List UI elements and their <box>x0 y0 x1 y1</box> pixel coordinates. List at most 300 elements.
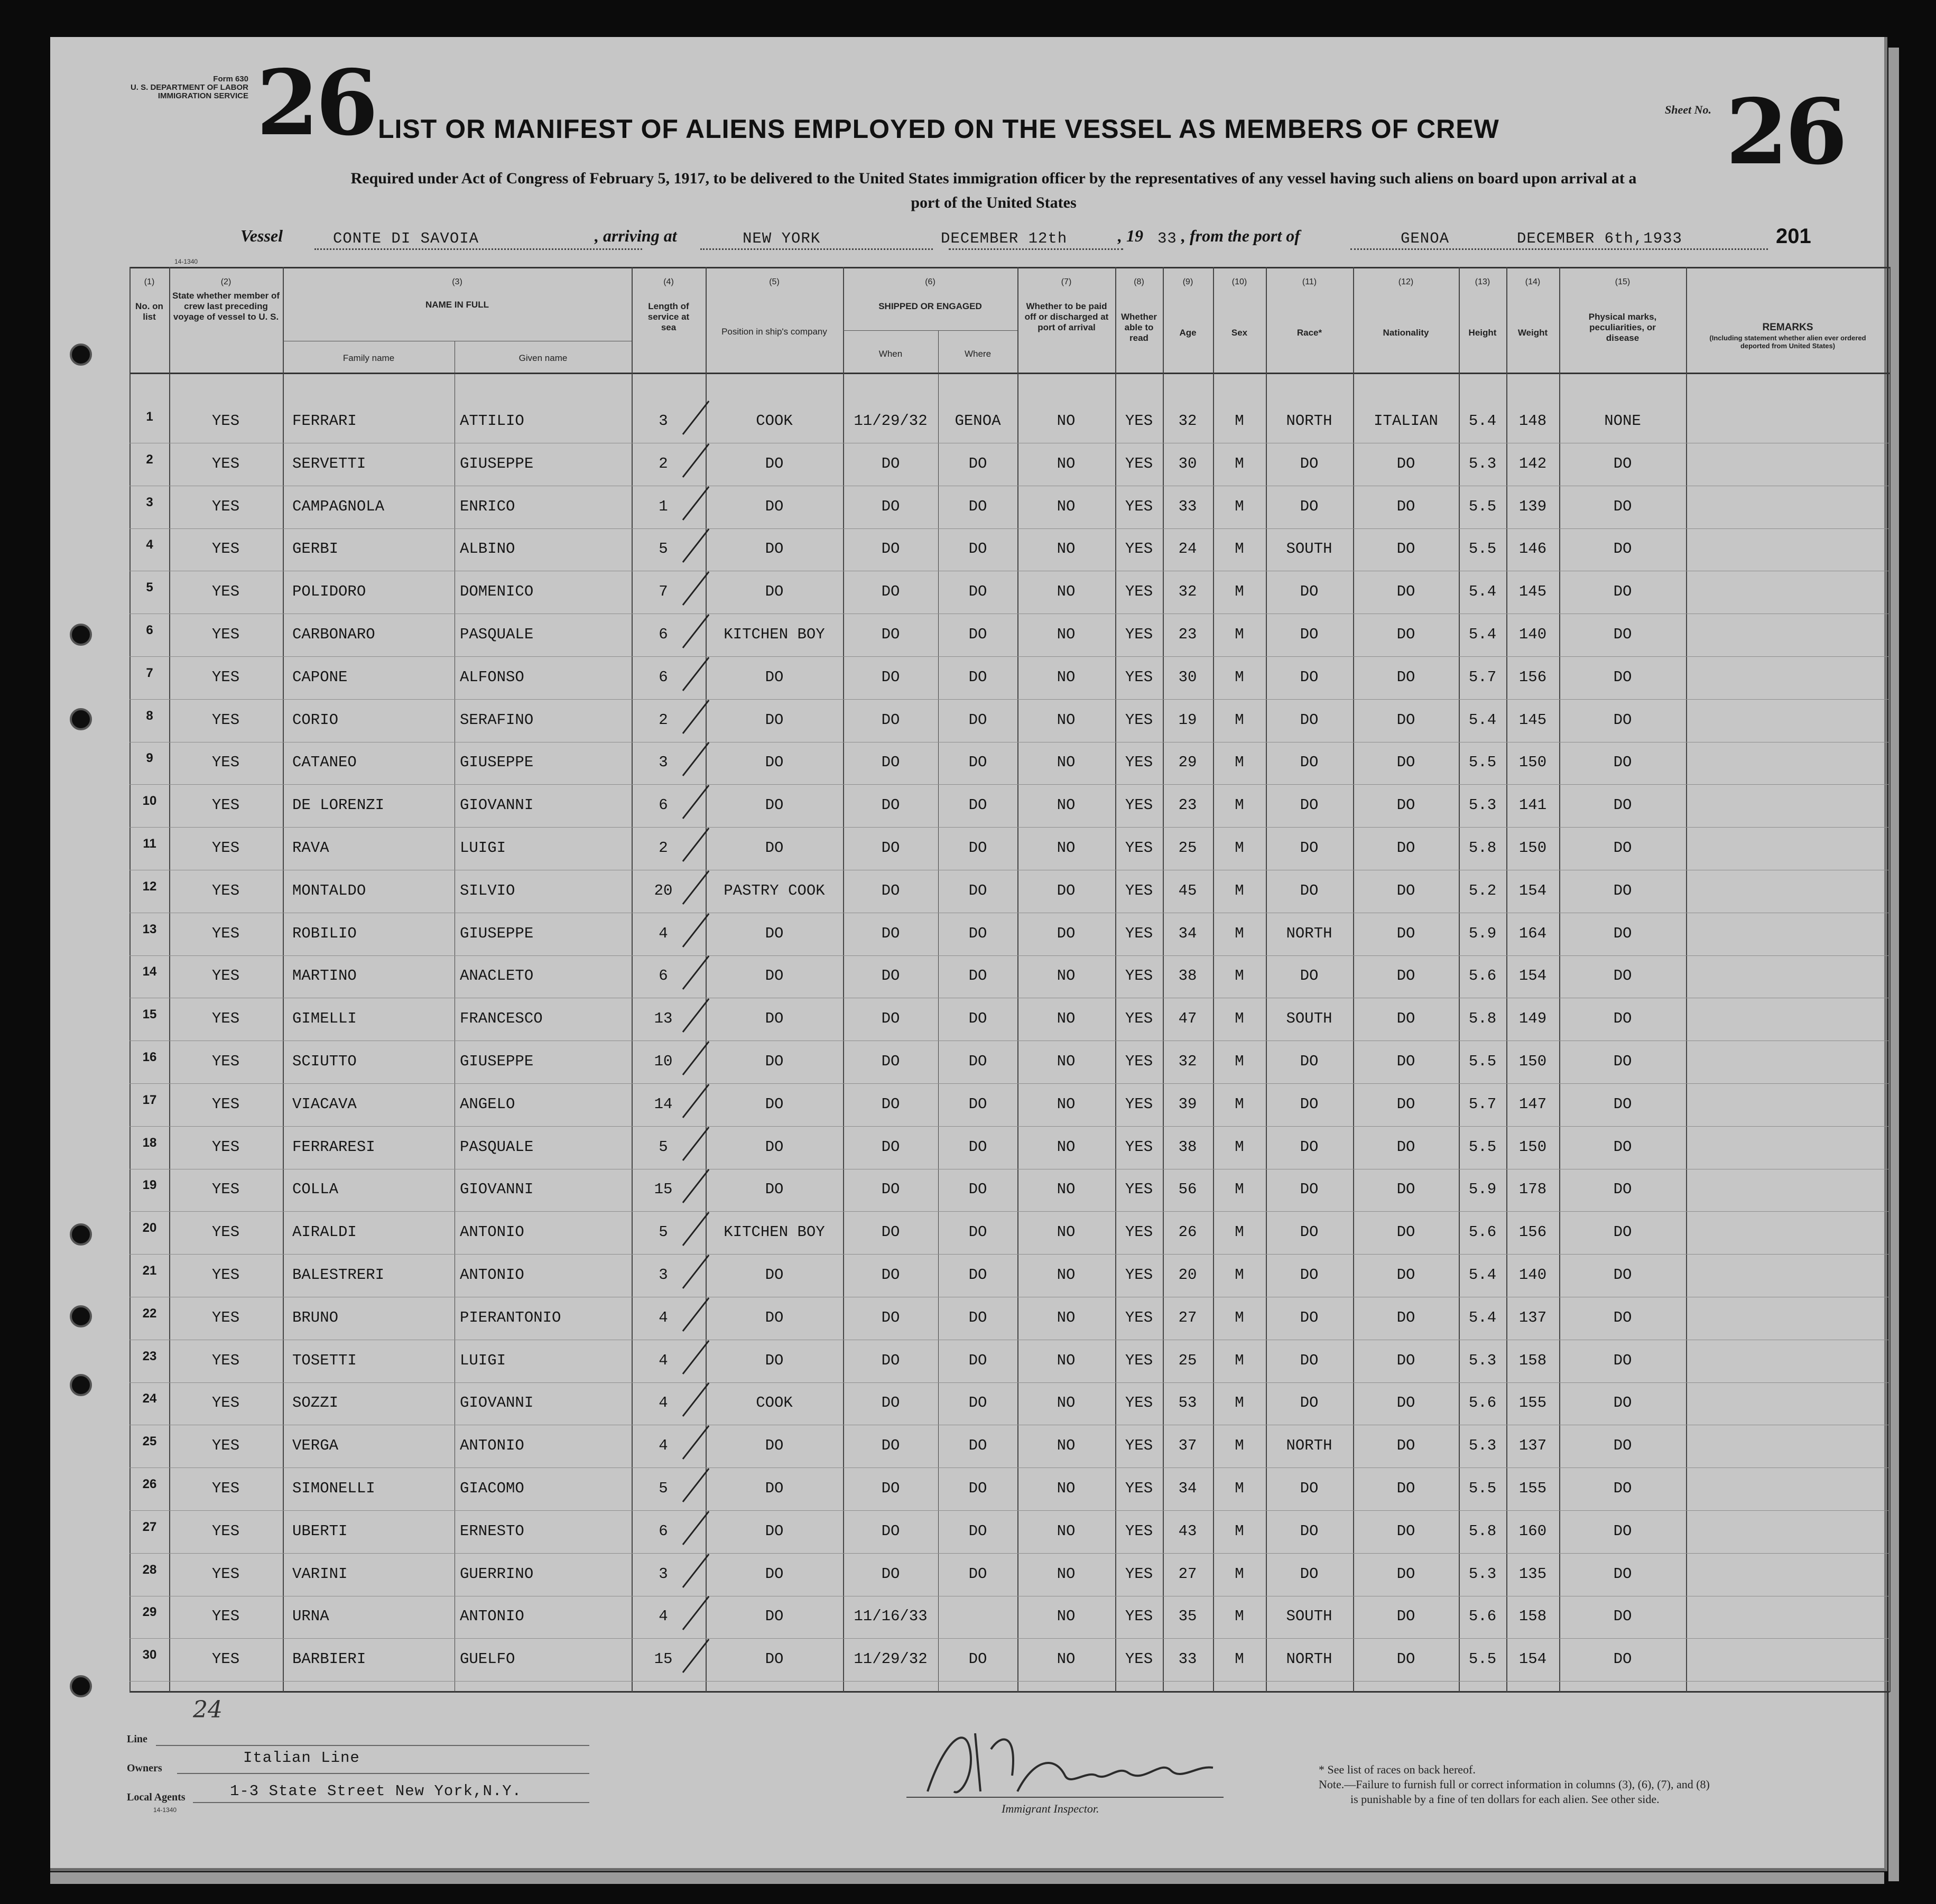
cell-given: SERAFINO <box>460 711 534 729</box>
vessel-underline <box>314 248 642 250</box>
cell-family: ROBILIO <box>292 924 357 942</box>
cell-race: DO <box>1300 839 1319 857</box>
cell-race: SOUTH <box>1286 540 1332 558</box>
form-code: 14-1340 <box>174 258 198 265</box>
cell-read: YES <box>1125 583 1153 601</box>
cell-when: DO <box>881 583 900 601</box>
cell-sex: M <box>1235 711 1244 729</box>
cell-where: DO <box>968 839 987 857</box>
cell-paid: NO <box>1057 626 1076 643</box>
cell-read: YES <box>1125 1522 1153 1540</box>
cell-weight: 155 <box>1518 1394 1547 1412</box>
cell-position: KITCHEN BOY <box>724 626 825 643</box>
cell-service: 6 <box>659 1522 668 1540</box>
cell-marks: DO <box>1613 1138 1632 1156</box>
cell-prev: YES <box>211 412 240 430</box>
cell-nationality: DO <box>1396 668 1415 686</box>
cell-given: ANTONIO <box>460 1266 524 1284</box>
cell-prev: YES <box>211 711 240 729</box>
cell-no: 10 <box>142 794 157 809</box>
cell-read: YES <box>1125 1266 1153 1284</box>
cell-no: 26 <box>142 1477 157 1491</box>
cell-race: DO <box>1300 668 1319 686</box>
cell-paid: NO <box>1057 1308 1076 1326</box>
cell-given: ANACLETO <box>460 967 534 985</box>
cell-read: YES <box>1125 1650 1153 1668</box>
cell-no: 18 <box>142 1135 157 1150</box>
cell-position: DO <box>765 839 784 857</box>
binder-hole <box>70 708 92 730</box>
row-divider <box>129 1083 1889 1084</box>
cell-given: FRANCESCO <box>460 1010 543 1028</box>
cell-weight: 142 <box>1518 454 1547 472</box>
cell-position: DO <box>765 1266 784 1284</box>
cell-paid: DO <box>1057 881 1076 899</box>
cell-where: DO <box>968 1010 987 1028</box>
cell-where: DO <box>968 967 987 985</box>
cell-where: DO <box>968 1181 987 1199</box>
col9-header: Age <box>1179 328 1197 338</box>
cell-given: GIOVANNI <box>460 1394 534 1412</box>
remarks-header: REMARKS <box>1762 322 1813 333</box>
cell-where: DO <box>968 1095 987 1113</box>
cell-family: COLLA <box>292 1181 339 1199</box>
cell-nationality: ITALIAN <box>1374 412 1438 430</box>
cell-when: DO <box>881 1266 900 1284</box>
cell-prev: YES <box>211 1223 240 1241</box>
cell-weight: 156 <box>1518 1223 1547 1241</box>
cell-prev: YES <box>211 1010 240 1028</box>
cell-sex: M <box>1235 1138 1244 1156</box>
row-divider <box>129 1211 1889 1212</box>
cell-where: DO <box>968 668 987 686</box>
col1-header: No. on list <box>135 301 163 322</box>
cell-age: 32 <box>1178 412 1197 430</box>
cell-race: DO <box>1300 1394 1319 1412</box>
cell-position: DO <box>765 1010 784 1028</box>
cell-service: 3 <box>659 412 668 430</box>
cell-height: 5.4 <box>1468 412 1497 430</box>
cell-sex: M <box>1235 1095 1244 1113</box>
cell-nationality: DO <box>1396 1266 1415 1284</box>
sheet-number: 26 <box>1726 79 1845 185</box>
cell-family: CARBONARO <box>292 626 375 643</box>
cell-no: 3 <box>146 495 153 509</box>
cell-nationality: DO <box>1396 1351 1415 1369</box>
cell-age: 20 <box>1178 1266 1197 1284</box>
year-prefix: , 19 <box>1118 226 1143 245</box>
cell-paid: DO <box>1057 924 1076 942</box>
cell-age: 45 <box>1178 881 1197 899</box>
cell-marks: DO <box>1613 967 1632 985</box>
cell-height: 5.3 <box>1468 1437 1497 1455</box>
cell-service: 7 <box>659 583 668 601</box>
col-line <box>1889 267 1891 1692</box>
cell-weight: 147 <box>1518 1095 1547 1113</box>
cell-given: GIACOMO <box>460 1480 524 1497</box>
col9-number: (9) <box>1182 277 1193 286</box>
col-line <box>169 267 170 1692</box>
cell-nationality: DO <box>1396 924 1415 942</box>
cell-paid: NO <box>1057 1522 1076 1540</box>
cell-given: ANTONIO <box>460 1437 524 1455</box>
cell-where: DO <box>968 1565 987 1583</box>
row-divider <box>129 1681 1889 1682</box>
cell-nationality: DO <box>1396 454 1415 472</box>
cell-given: GIOVANNI <box>460 1181 534 1199</box>
cell-nationality: DO <box>1396 1010 1415 1028</box>
from-port-label: , from the port of <box>1181 226 1300 245</box>
cell-no: 15 <box>142 1007 157 1022</box>
cell-prev: YES <box>211 1351 240 1369</box>
cell-age: 47 <box>1178 1010 1197 1028</box>
cell-weight: 154 <box>1518 967 1547 985</box>
cell-no: 16 <box>142 1050 157 1064</box>
penalty-note-line2: is punishable by a fine of ten dollars for each alien. See other side. <box>1350 1792 1660 1806</box>
cell-paid: NO <box>1057 1095 1076 1113</box>
cell-no: 23 <box>142 1349 157 1363</box>
cell-paid: NO <box>1057 668 1076 686</box>
cell-race: SOUTH <box>1286 1608 1332 1626</box>
col4-number: (4) <box>663 277 674 286</box>
cell-service: 15 <box>654 1181 673 1199</box>
col-line <box>1559 267 1560 1692</box>
cell-marks: NONE <box>1604 412 1641 430</box>
owners-underline <box>177 1773 589 1774</box>
col-line <box>1459 267 1460 1692</box>
cell-family: SIMONELLI <box>292 1480 375 1497</box>
cell-sex: M <box>1235 454 1244 472</box>
cell-no: 17 <box>142 1092 157 1107</box>
cell-read: YES <box>1125 412 1153 430</box>
remarks-subheader: (Including statement whether alien ever ordered deported from United States) <box>1709 334 1866 350</box>
col13-header: Height <box>1468 328 1497 338</box>
cell-age: 35 <box>1178 1608 1197 1626</box>
cell-height: 5.5 <box>1468 1650 1497 1668</box>
document-title: LIST OR MANIFEST OF ALIENS EMPLOYED ON THE VESSEL AS MEMBERS OF CREW <box>378 114 1499 144</box>
cell-prev: YES <box>211 1565 240 1583</box>
cell-sex: M <box>1235 668 1244 686</box>
cell-when: DO <box>881 881 900 899</box>
cell-nationality: DO <box>1396 1394 1415 1412</box>
cell-age: 25 <box>1178 1351 1197 1369</box>
year: 33 <box>1157 230 1177 247</box>
cell-position: DO <box>765 1650 784 1668</box>
cell-paid: NO <box>1057 967 1076 985</box>
cell-marks: DO <box>1613 626 1632 643</box>
cell-height: 5.6 <box>1468 967 1497 985</box>
cell-height: 5.4 <box>1468 1308 1497 1326</box>
cell-where: DO <box>968 1394 987 1412</box>
cell-nationality: DO <box>1396 583 1415 601</box>
cell-position: DO <box>765 1308 784 1326</box>
cell-where: DO <box>968 1053 987 1070</box>
col-line <box>129 267 131 1692</box>
cell-marks: DO <box>1613 1522 1632 1540</box>
cell-no: 20 <box>142 1221 157 1236</box>
cell-weight: 146 <box>1518 540 1547 558</box>
cell-prev: YES <box>211 1522 240 1540</box>
cell-no: 28 <box>142 1562 157 1577</box>
cell-position: KITCHEN BOY <box>724 1223 825 1241</box>
cell-race: SOUTH <box>1286 1010 1332 1028</box>
stamp-number: 201 <box>1776 225 1811 248</box>
cell-given: LUIGI <box>460 1351 506 1369</box>
cell-family: SERVETTI <box>292 454 366 472</box>
where-header: Where <box>964 349 992 359</box>
cell-weight: 140 <box>1518 626 1547 643</box>
cell-where: DO <box>968 540 987 558</box>
cell-sex: M <box>1235 1308 1244 1326</box>
cell-when: 11/16/33 <box>854 1608 928 1626</box>
cell-family: URNA <box>292 1608 329 1626</box>
cell-race: DO <box>1300 1480 1319 1497</box>
cell-when: DO <box>881 754 900 772</box>
col8-header: Whether able to read <box>1121 312 1157 343</box>
cell-age: 23 <box>1178 626 1197 643</box>
col5-number: (5) <box>769 277 780 286</box>
cell-weight: 137 <box>1518 1437 1547 1455</box>
agents-form-code: 14-1340 <box>153 1806 177 1814</box>
cell-family: CORIO <box>292 711 339 729</box>
cell-race: DO <box>1300 1565 1319 1583</box>
arrival-port: NEW YORK <box>743 230 821 247</box>
cell-position: COOK <box>756 1394 793 1412</box>
col11-header: Race* <box>1296 328 1322 338</box>
cell-marks: DO <box>1613 924 1632 942</box>
cell-when: DO <box>881 1565 900 1583</box>
cell-where: DO <box>968 1223 987 1241</box>
cell-paid: NO <box>1057 1138 1076 1156</box>
cell-paid: NO <box>1057 711 1076 729</box>
cell-marks: DO <box>1613 1308 1632 1326</box>
cell-prev: YES <box>211 454 240 472</box>
cell-where: DO <box>968 796 987 814</box>
cell-race: NORTH <box>1286 412 1332 430</box>
cell-weight: 158 <box>1518 1608 1547 1626</box>
cell-service: 4 <box>659 1437 668 1455</box>
cell-weight: 145 <box>1518 711 1547 729</box>
col14-header: Weight <box>1517 328 1548 338</box>
cell-age: 26 <box>1178 1223 1197 1241</box>
cell-position: DO <box>765 454 784 472</box>
cell-marks: DO <box>1613 1351 1632 1369</box>
cell-paid: NO <box>1057 1010 1076 1028</box>
cell-given: SILVIO <box>460 881 515 899</box>
cell-when: DO <box>881 1308 900 1326</box>
cell-no: 21 <box>142 1264 157 1278</box>
cell-weight: 140 <box>1518 1266 1547 1284</box>
cell-weight: 150 <box>1518 1138 1547 1156</box>
cell-marks: DO <box>1613 1437 1632 1455</box>
cell-service: 3 <box>659 1565 668 1583</box>
col4-header: Length of service at sea <box>647 301 690 332</box>
cell-nationality: DO <box>1396 881 1415 899</box>
cell-given: ALFONSO <box>460 668 524 686</box>
cell-height: 5.5 <box>1468 540 1497 558</box>
cell-read: YES <box>1125 881 1153 899</box>
cell-age: 29 <box>1178 754 1197 772</box>
cell-family: SOZZI <box>292 1394 339 1412</box>
cell-position: DO <box>765 1053 784 1070</box>
cell-no: 25 <box>142 1434 157 1449</box>
cell-prev: YES <box>211 839 240 857</box>
cell-family: CAMPAGNOLA <box>292 497 385 515</box>
cell-family: DE LORENZI <box>292 796 385 814</box>
col1-number: (1) <box>144 277 155 286</box>
cell-height: 5.4 <box>1468 1266 1497 1284</box>
col-line <box>1353 267 1354 1692</box>
cell-height: 5.8 <box>1468 1010 1497 1028</box>
cell-age: 38 <box>1178 967 1197 985</box>
cell-marks: DO <box>1613 1480 1632 1497</box>
cell-read: YES <box>1125 1223 1153 1241</box>
cell-age: 43 <box>1178 1522 1197 1540</box>
cell-position: DO <box>765 1095 784 1113</box>
cell-nationality: DO <box>1396 1522 1415 1540</box>
cell-when: DO <box>881 1010 900 1028</box>
cell-marks: DO <box>1613 583 1632 601</box>
cell-weight: 150 <box>1518 754 1547 772</box>
subtitle-line1: Required under Act of Congress of February 5, 1917, to be delivered to the United States immigration officer by the representatives of any vessel having such aliens on board upon arrival at a <box>350 170 1637 187</box>
cell-paid: NO <box>1057 1480 1076 1497</box>
col-line <box>1213 267 1214 1692</box>
cell-age: 34 <box>1178 1480 1197 1497</box>
col-line <box>938 330 939 1692</box>
col-line <box>1506 267 1507 1692</box>
cell-where: DO <box>968 497 987 515</box>
row-divider <box>129 1382 1889 1383</box>
cell-family: MONTALDO <box>292 881 366 899</box>
cell-no: 8 <box>146 708 153 723</box>
cell-position: DO <box>765 497 784 515</box>
col15-header: Physical marks, peculiarities, or disease <box>1588 312 1657 343</box>
cell-no: 22 <box>142 1306 157 1321</box>
cell-nationality: DO <box>1396 1053 1415 1070</box>
cell-no: 5 <box>146 580 153 595</box>
cell-nationality: DO <box>1396 1223 1415 1241</box>
cell-race: DO <box>1300 967 1319 985</box>
col8-number: (8) <box>1134 277 1144 286</box>
cell-sex: M <box>1235 583 1244 601</box>
cell-prev: YES <box>211 1053 240 1070</box>
cell-where: DO <box>968 924 987 942</box>
cell-when: DO <box>881 1351 900 1369</box>
cell-race: DO <box>1300 796 1319 814</box>
cell-prev: YES <box>211 967 240 985</box>
cell-paid: NO <box>1057 1266 1076 1284</box>
cell-weight: 154 <box>1518 1650 1547 1668</box>
cell-prev: YES <box>211 583 240 601</box>
col7-number: (7) <box>1061 277 1072 286</box>
cell-position: PASTRY COOK <box>724 881 825 899</box>
binder-hole <box>70 624 92 646</box>
cell-no: 1 <box>146 410 153 424</box>
cell-race: DO <box>1300 454 1319 472</box>
cell-paid: NO <box>1057 454 1076 472</box>
cell-service: 20 <box>654 881 673 899</box>
cell-weight: 178 <box>1518 1181 1547 1199</box>
cell-read: YES <box>1125 796 1153 814</box>
cell-given: ERNESTO <box>460 1522 524 1540</box>
cell-no: 27 <box>142 1519 157 1534</box>
cell-height: 5.3 <box>1468 454 1497 472</box>
cell-marks: DO <box>1613 1565 1632 1583</box>
cell-position: DO <box>765 754 784 772</box>
cell-paid: NO <box>1057 1437 1076 1455</box>
cell-service: 5 <box>659 1480 668 1497</box>
cell-service: 1 <box>659 497 668 515</box>
races-note: * See list of races on back hereof. <box>1319 1763 1476 1776</box>
cell-sex: M <box>1235 1181 1244 1199</box>
cell-family: GIMELLI <box>292 1010 357 1028</box>
cell-given: ATTILIO <box>460 412 524 430</box>
cell-nationality: DO <box>1396 796 1415 814</box>
cell-family: FERRARESI <box>292 1138 375 1156</box>
cell-race: DO <box>1300 1181 1319 1199</box>
cell-marks: DO <box>1613 454 1632 472</box>
cell-prev: YES <box>211 1181 240 1199</box>
row-divider <box>129 699 1889 700</box>
cell-prev: YES <box>211 1650 240 1668</box>
cell-height: 5.5 <box>1468 497 1497 515</box>
cell-sex: M <box>1235 1608 1244 1626</box>
arrival-date: DECEMBER 12th <box>941 230 1068 247</box>
cell-age: 33 <box>1178 1650 1197 1668</box>
cell-given: LUIGI <box>460 839 506 857</box>
cell-age: 37 <box>1178 1437 1197 1455</box>
cell-service: 4 <box>659 1351 668 1369</box>
cell-weight: 150 <box>1518 1053 1547 1070</box>
cell-no: 12 <box>142 879 157 894</box>
cell-marks: DO <box>1613 1181 1632 1199</box>
cell-marks: DO <box>1613 754 1632 772</box>
cell-position: DO <box>765 668 784 686</box>
cell-race: DO <box>1300 497 1319 515</box>
cell-weight: 145 <box>1518 583 1547 601</box>
cell-read: YES <box>1125 497 1153 515</box>
cell-age: 30 <box>1178 668 1197 686</box>
cell-paid: NO <box>1057 1394 1076 1412</box>
cell-marks: DO <box>1613 668 1632 686</box>
row-divider <box>129 1510 1889 1511</box>
row-divider <box>129 656 1889 657</box>
cell-marks: DO <box>1613 1053 1632 1070</box>
cell-where: DO <box>968 1351 987 1369</box>
cell-age: 53 <box>1178 1394 1197 1412</box>
line-label: Line <box>127 1733 147 1745</box>
cell-paid: NO <box>1057 1565 1076 1583</box>
page-edge <box>50 1872 1884 1884</box>
cell-read: YES <box>1125 454 1153 472</box>
cell-paid: NO <box>1057 540 1076 558</box>
col-line <box>1017 267 1018 1692</box>
cell-no: 6 <box>146 623 153 637</box>
cell-when: DO <box>881 497 900 515</box>
cell-marks: DO <box>1613 796 1632 814</box>
cell-given: DOMENICO <box>460 583 534 601</box>
col3-number: (3) <box>452 277 462 286</box>
row-divider <box>129 955 1889 956</box>
cell-race: DO <box>1300 1223 1319 1241</box>
cell-sex: M <box>1235 924 1244 942</box>
cell-prev: YES <box>211 1394 240 1412</box>
cell-position: DO <box>765 796 784 814</box>
agents-underline <box>193 1802 589 1803</box>
cell-where: DO <box>968 754 987 772</box>
cell-nationality: DO <box>1396 1565 1415 1583</box>
cell-sex: M <box>1235 1650 1244 1668</box>
